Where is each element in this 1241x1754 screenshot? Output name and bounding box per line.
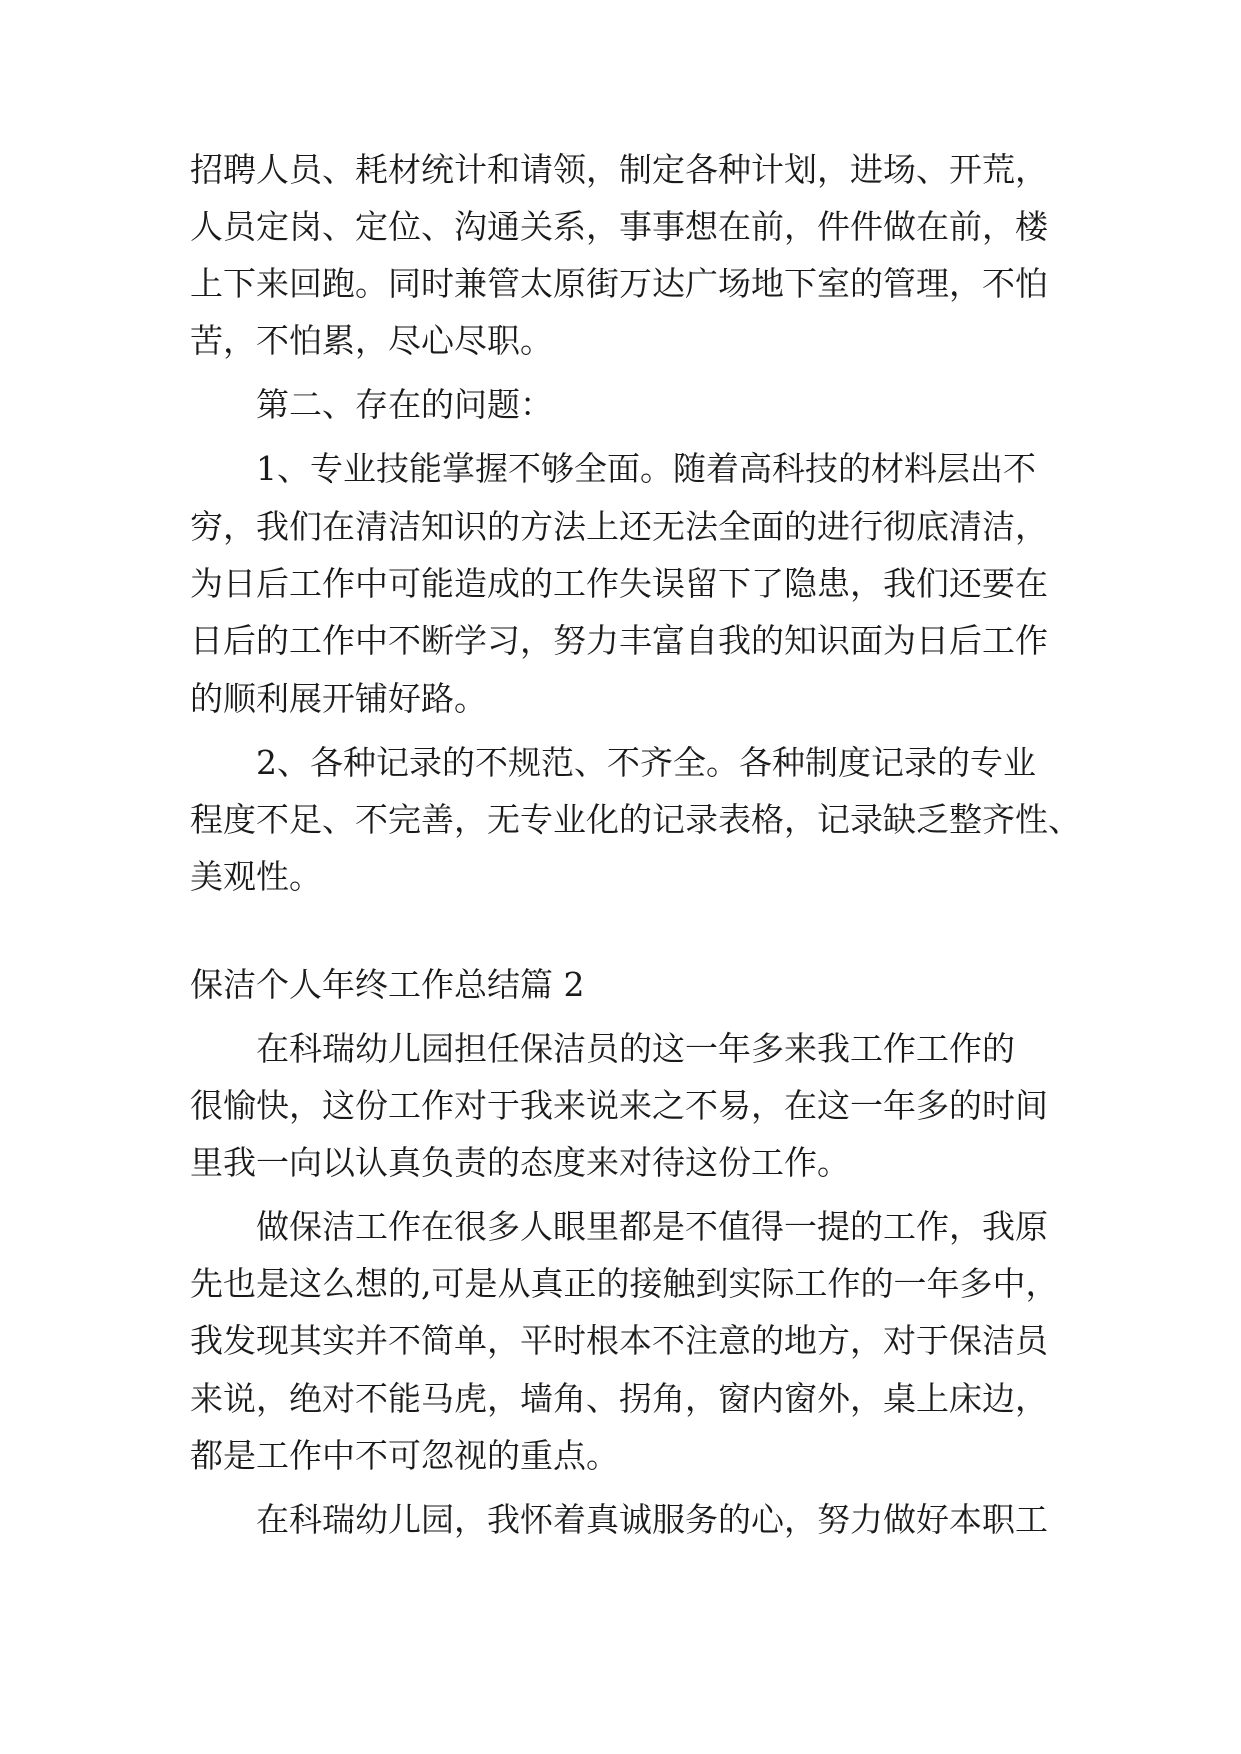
text-line: 招聘人员、耗材统计和请领，制定各种计划，进场、开荒，: [190, 150, 1048, 189]
text-line: 人员定岗、定位、沟通关系，事事想在前，件件做在前，楼: [190, 207, 1048, 246]
text-line: 在科瑞幼儿园，我怀着真诚服务的心，努力做好本职工: [256, 1500, 1048, 1539]
text-line: 2、各种记录的不规范、不齐全。各种制度记录的专业: [256, 743, 1036, 782]
text-line: 做保洁工作在很多人眼里都是不值得一提的工作，我原: [256, 1207, 1048, 1246]
text-line: 日后的工作中不断学习，努力丰富自我的知识面为日后工作: [190, 621, 1048, 660]
text-line: 的顺利展开铺好路。: [190, 679, 487, 718]
text-line: 穷，我们在清洁知识的方法上还无法全面的进行彻底清洁，: [190, 507, 1048, 546]
text-line: 为日后工作中可能造成的工作失误留下了隐患，我们还要在: [190, 564, 1048, 603]
text-line: 都是工作中不可忽视的重点。: [190, 1436, 619, 1475]
article-title: 保洁个人年终工作总结篇 2: [190, 965, 585, 1004]
text-line: 在科瑞幼儿园担任保洁员的这一年多来我工作工作的: [256, 1029, 1015, 1068]
section-heading: 第二、存在的问题：: [256, 385, 553, 424]
text-line: 我发现其实并不简单，平时根本不注意的地方，对于保洁员: [190, 1321, 1048, 1360]
text-line: 程度不足、不完善，无专业化的记录表格，记录缺乏整齐性、: [190, 800, 1081, 839]
text-line: 里我一向以认真负责的态度来对待这份工作。: [190, 1143, 850, 1182]
text-line: 先也是这么想的,可是从真正的接触到实际工作的一年多中，: [190, 1264, 1059, 1303]
text-line: 来说，绝对不能马虎，墙角、拐角，窗内窗外，桌上床边，: [190, 1379, 1048, 1418]
text-line: 美观性。: [190, 857, 322, 896]
text-line: 1、专业技能掌握不够全面。随着高科技的材料层出不: [256, 449, 1036, 488]
text-line: 很愉快，这份工作对于我来说来之不易，在这一年多的时间: [190, 1086, 1048, 1125]
text-line: 苦，不怕累，尽心尽职。: [190, 321, 553, 360]
text-line: 上下来回跑。同时兼管太原街万达广场地下室的管理，不怕: [190, 264, 1048, 303]
